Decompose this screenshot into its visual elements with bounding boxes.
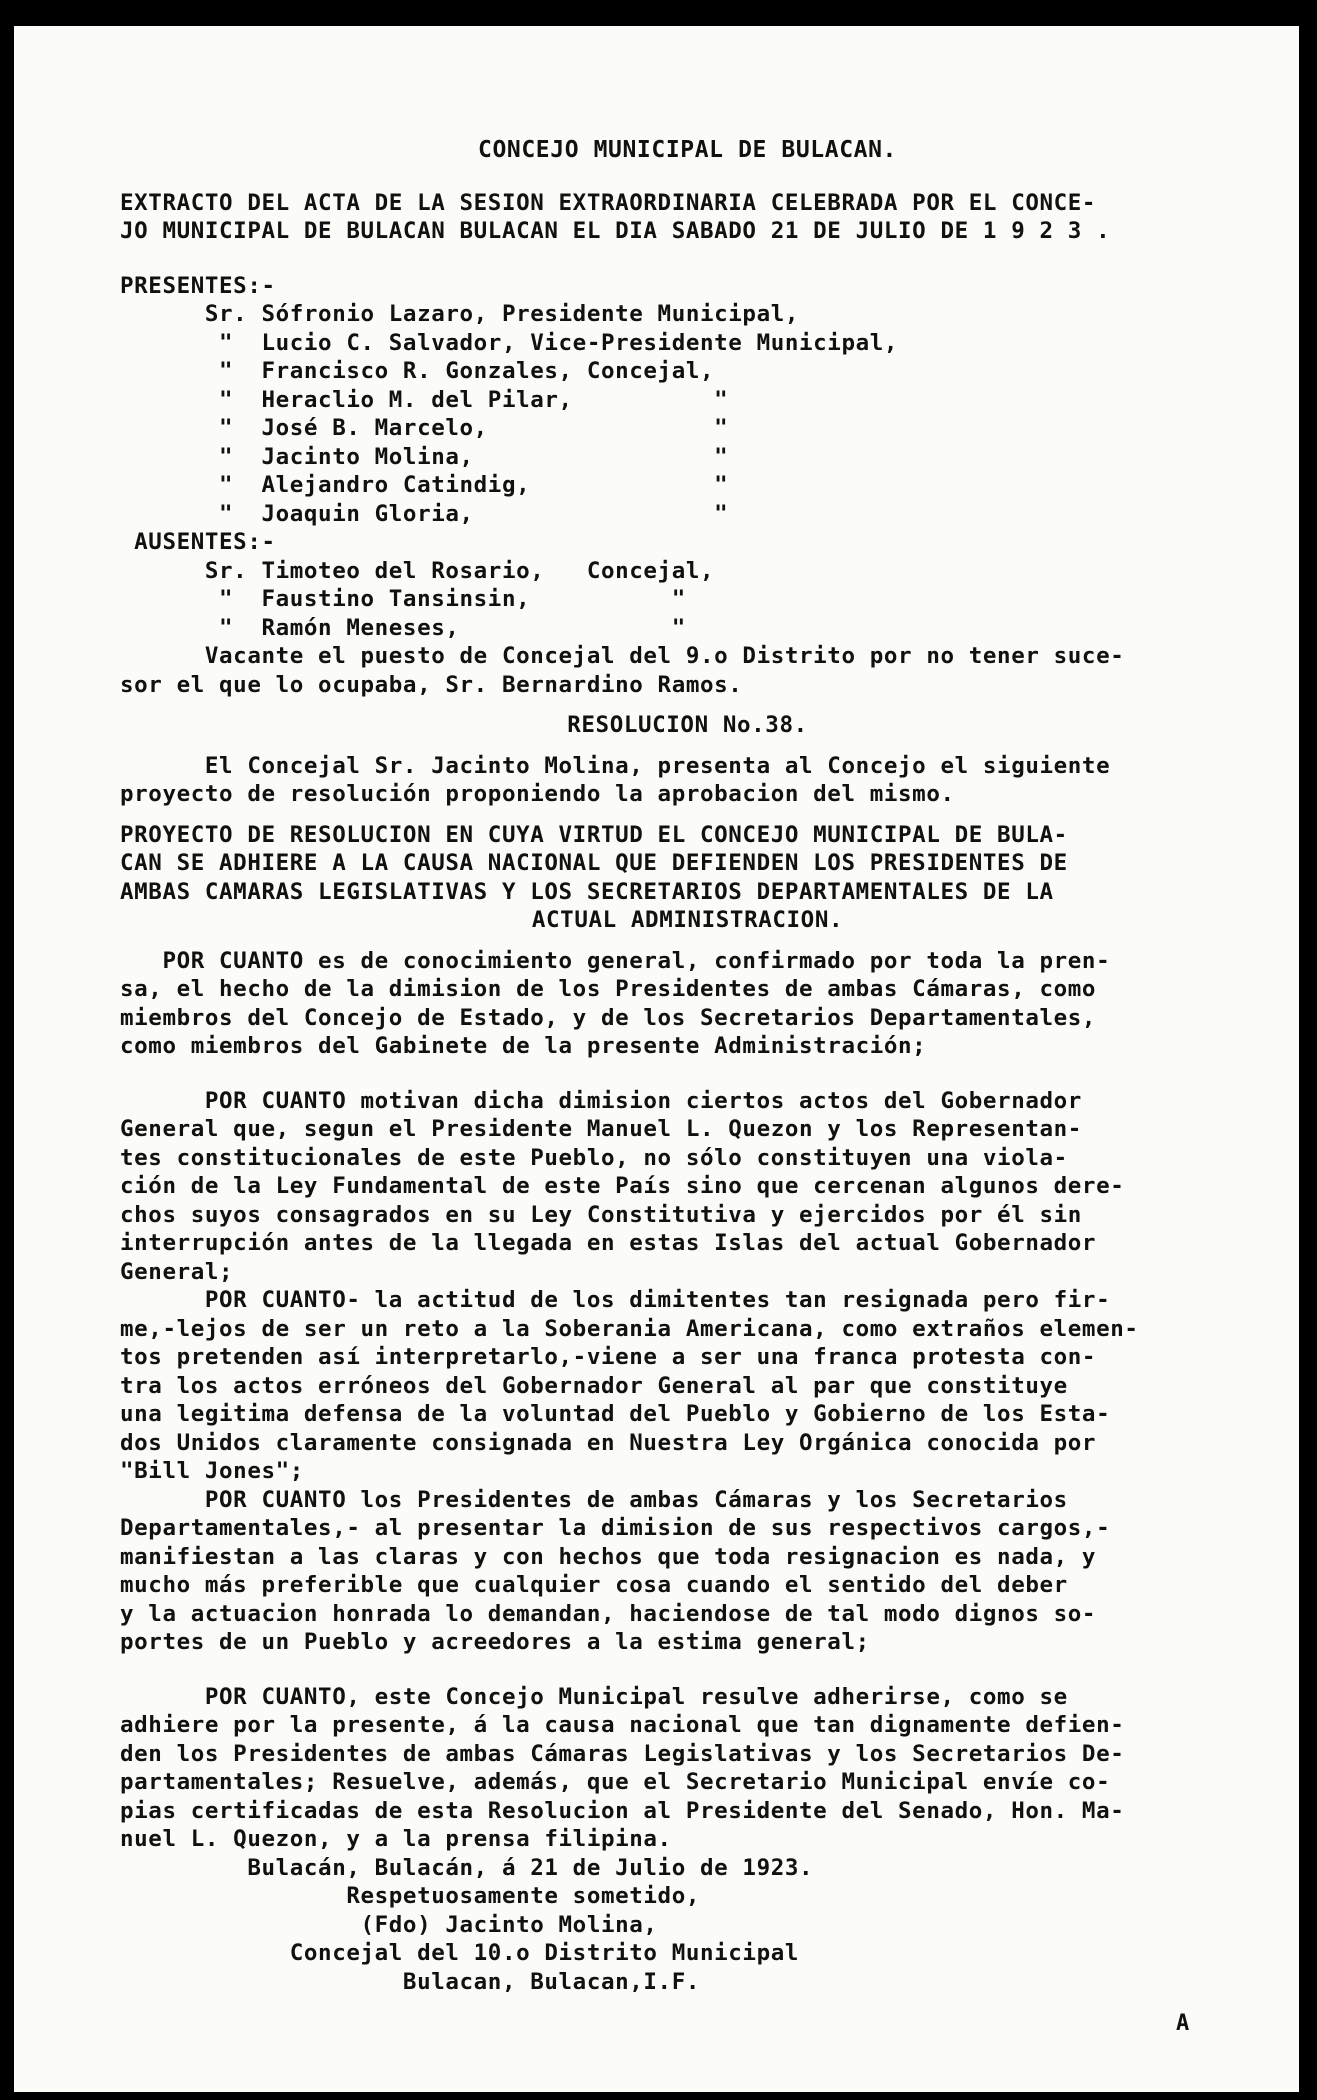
present-member: " José B. Marcelo, " (120, 415, 729, 441)
present-section (120, 272, 1255, 529)
resolution-number: RESOLUCION No.38. (567, 712, 808, 738)
paragraph-line: POR CUANTO, este Concejo Municipal resulve adherirse, como se (120, 1683, 1068, 1710)
paragraph-line: den los Presidentes de ambas Cámaras Legislativas y los Secretarios De- (120, 1740, 1125, 1767)
present-member: " Alejandro Catindig, " (120, 472, 729, 498)
page-mark: A (1176, 2011, 1190, 2036)
closing-signature: (Fdo) Jacinto Molina, (120, 1911, 658, 1938)
paragraph-line: una legitima defensa de la voluntad del Pueblo y Gobierno de los Esta- (120, 1401, 1111, 1427)
intro-line: El Concejal Sr. Jacinto Molina, presenta al Concejo el siguiente (120, 752, 1111, 779)
vacancy-line: Vacante el puesto de Concejal del 9.o Distrito por no tener suce- (120, 643, 1125, 669)
vacancy-note (120, 642, 1255, 699)
paragraph-line: POR CUANTO motivan dicha dimision ciertos actos del Gobernador (120, 1087, 1082, 1114)
intro-line: proyecto de resolución proponiendo la aprobacion del mismo. (120, 781, 955, 807)
present-member: " Jacinto Molina, " (120, 443, 729, 470)
paragraph-line: POR CUANTO- la actitud de los dimitentes tan resignada pero fir- (120, 1287, 1111, 1313)
whereas-paragraph-4 (120, 1486, 1255, 1657)
paragraph-line: portes de un Pueblo y acreedores a la estima general; (120, 1629, 870, 1655)
paragraph-line: dos Unidos claramente consignada en Nuestra Ley Orgánica conocida por (120, 1429, 1097, 1456)
paragraph-line: sa, el hecho de la dimision de los Presidentes de ambas Cámaras, como (120, 976, 1097, 1002)
paragraph-line: miembros del Concejo de Estado, y de los Secretarios Departamentales, (120, 1004, 1097, 1031)
whereas-paragraph-1 (120, 947, 1255, 1061)
absent-member: " Ramón Meneses, " (120, 614, 686, 641)
closing-submitted: Respetuosamente sometido, (120, 1883, 700, 1909)
resolution-heading (120, 821, 1255, 935)
present-member: " Francisco R. Gonzales, Concejal, (120, 358, 715, 384)
whereas-paragraph-3 (120, 1286, 1255, 1486)
typed-minutes (120, 136, 1255, 1996)
heading-line: ACTUAL ADMINISTRACION. (531, 907, 844, 933)
council-title: CONCEJO MUNICIPAL DE BULACAN. (478, 137, 897, 163)
paragraph-line: y la actuacion honrada lo demandan, haciendose de tal modo dignos so- (120, 1600, 1097, 1627)
closing-title: Concejal del 10.o Distrito Municipal (120, 1940, 800, 1966)
absent-section (120, 528, 1255, 642)
whereas-paragraph-2 (120, 1087, 1255, 1287)
paragraph-line: POR CUANTO es de conocimiento general, confirmado por toda la pren- (120, 947, 1111, 974)
paragraph-line: como miembros del Gabinete de la presente Administración; (120, 1033, 927, 1059)
closing-place-date: Bulacán, Bulacán, á 21 de Julio de 1923. (120, 1854, 814, 1881)
extract-heading (120, 189, 1255, 246)
present-label: PRESENTES:- (120, 272, 276, 299)
paragraph-line: nuel L. Quezon, y a la prensa filipina. (120, 1826, 672, 1852)
present-member: " Lucio C. Salvador, Vice-Presidente Municipal, (120, 329, 899, 356)
paragraph-line: Departamentales,- al presentar la dimision de sus respectivos cargos,- (120, 1515, 1111, 1541)
closing-location: Bulacan, Bulacan,I.F. (120, 1968, 700, 1995)
paragraph-line: manifiestan a las claras y con hechos que toda resignacion es nada, y (120, 1543, 1097, 1570)
paragraph-line: POR CUANTO los Presidentes de ambas Cámaras y los Secretarios (120, 1486, 1068, 1513)
extract-line: EXTRACTO DEL ACTA DE LA SESION EXTRAORDINARIA CELEBRADA POR EL CONCE- (120, 189, 1097, 216)
paragraph-line: ción de la Ley Fundamental de este País sino que cercenan algunos dere- (120, 1173, 1125, 1199)
paragraph-line: mucho más preferible que cualquier cosa cuando el sentido del deber (120, 1572, 1068, 1598)
paragraph-line: tra los actos erróneos del Gobernador General al par que constituye (120, 1372, 1068, 1399)
document-page (14, 26, 1299, 2092)
paragraph-line: adhiere por la presente, á la causa nacional que tan dignamente defien- (120, 1712, 1125, 1738)
absent-member: " Faustino Tansinsin, " (120, 586, 686, 612)
paragraph-line: partamentales; Resuelve, además, que el Secretario Municipal envíe co- (120, 1769, 1111, 1795)
paragraph-line: me,-lejos de ser un reto a la Soberania Americana, como extraños elemen- (120, 1315, 1139, 1342)
absent-member: Sr. Timoteo del Rosario, Concejal, (120, 557, 715, 584)
paragraph-line: pias certificadas de esta Resolucion al Presidente del Senado, Hon. Ma- (120, 1797, 1125, 1824)
paragraph-line: tes constitucionales de este Pueblo, no sólo constituyen una viola- (120, 1144, 1068, 1171)
paragraph-line: interrupción antes de la llegada en estas Islas del actual Gobernador (120, 1230, 1097, 1256)
present-member: Sr. Sófronio Lazaro, Presidente Municipal, (120, 301, 800, 327)
heading-line: PROYECTO DE RESOLUCION EN CUYA VIRTUD EL CONCEJO MUNICIPAL DE BULA- (120, 821, 1068, 848)
extract-line: JO MUNICIPAL DE BULACAN BULACAN EL DIA SABADO 21 DE JULIO DE 1 9 2 3 . (120, 218, 1111, 244)
paragraph-line: General; (120, 1258, 234, 1285)
present-member: " Heraclio M. del Pilar, " (120, 386, 729, 413)
absent-label: AUSENTES:- (120, 529, 276, 555)
present-member: " Joaquin Gloria, " (120, 500, 729, 527)
heading-line: CAN SE ADHIERE A LA CAUSA NACIONAL QUE DEFIENDEN LOS PRESIDENTES DE (120, 850, 1068, 876)
resolve-paragraph (120, 1683, 1255, 1854)
paragraph-line: tos pretenden así interpretarlo,-viene a ser una franca protesta con- (120, 1344, 1097, 1370)
paragraph-line: chos suyos consagrados en su Ley Constitutiva y ejercidos por él sin (120, 1201, 1082, 1228)
paragraph-line: General que, segun el Presidente Manuel L. Quezon y los Representan- (120, 1116, 1082, 1142)
heading-line: AMBAS CAMARAS LEGISLATIVAS Y LOS SECRETARIOS DEPARTAMENTALES DE LA (120, 878, 1054, 905)
signature-block (120, 1854, 1255, 1997)
paragraph-line: "Bill Jones"; (120, 1458, 304, 1484)
vacancy-line: sor el que lo ocupaba, Sr. Bernardino Ramos. (120, 671, 743, 698)
resolution-intro (120, 752, 1255, 809)
